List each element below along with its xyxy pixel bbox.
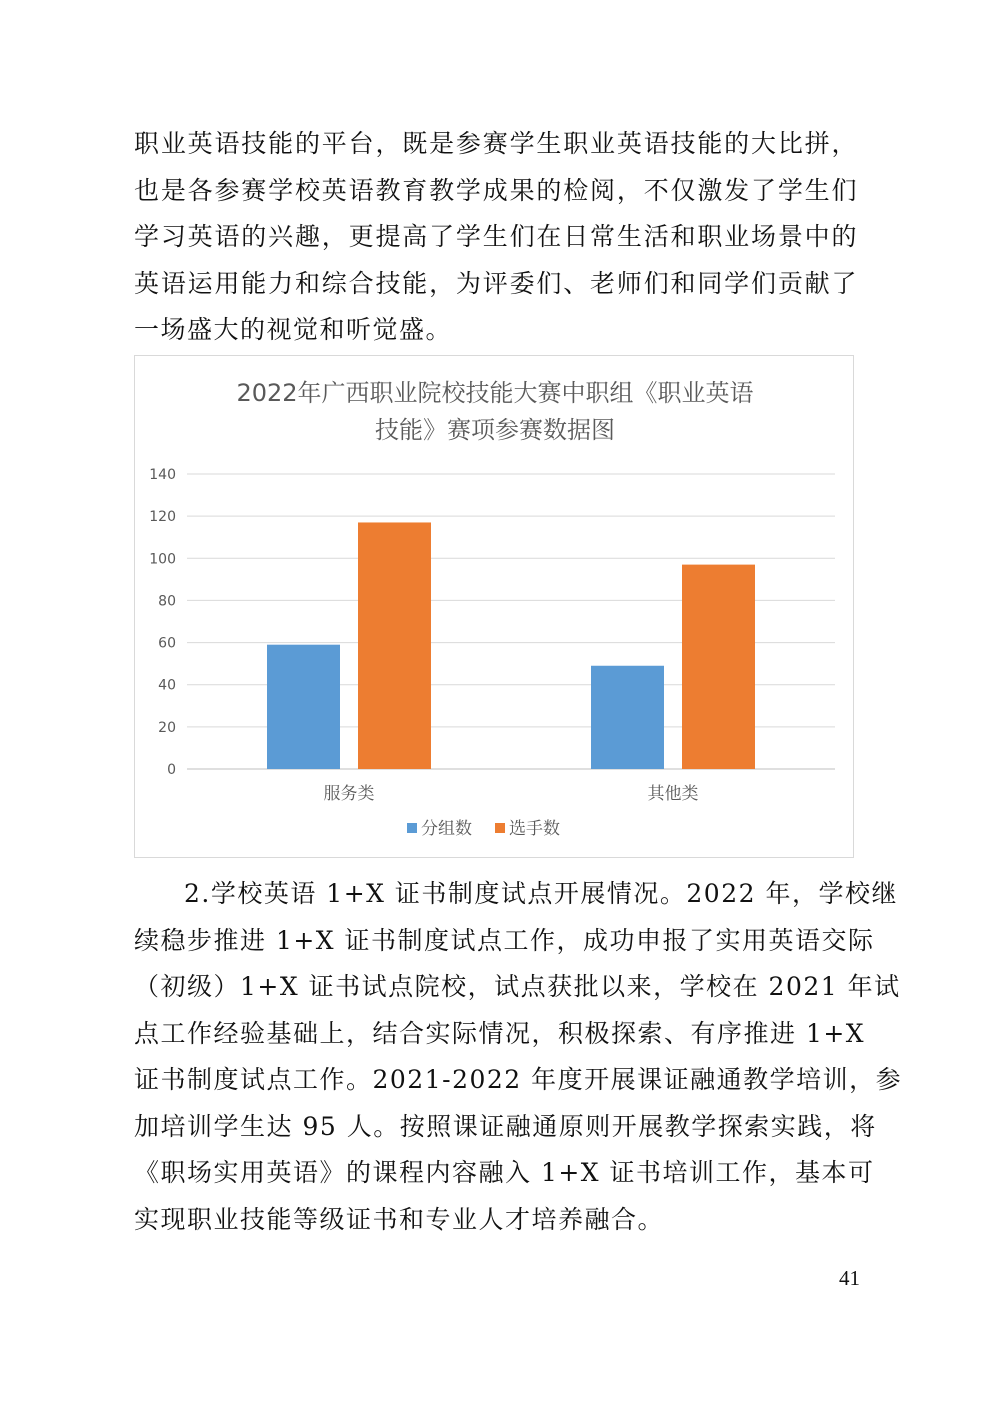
y-tick-label: 60: [158, 635, 176, 652]
legend-swatch: [495, 823, 505, 833]
paragraph-line: 续稳步推进 1+X 证书制度试点工作，成功申报了实用英语交际: [134, 925, 875, 955]
paragraph-line: 也是各参赛学校英语教育教学成果的检阅，不仅激发了学生们: [134, 175, 858, 205]
bar: [591, 666, 664, 769]
legend-label: 分组数: [421, 819, 472, 839]
y-tick-label: 80: [158, 593, 176, 610]
y-tick-label: 120: [149, 509, 176, 526]
chart-figure: [134, 355, 854, 858]
legend-swatch: [407, 823, 417, 833]
body-paragraph-2: [134, 871, 903, 1243]
paragraph-line: 英语运用能力和综合技能，为评委们、老师们和同学们贡献了: [134, 268, 858, 298]
chart-bars: [267, 522, 755, 769]
body-paragraph-1: [134, 121, 858, 354]
y-tick-label: 20: [158, 719, 176, 736]
paragraph-line: 2.学校英语 1+X 证书制度试点开展情况。2022 年，学校继: [184, 879, 898, 908]
chart-title-line-2: 技能》赛项参赛数据图: [375, 416, 615, 444]
paragraph-line: 《职场实用英语》的课程内容融入 1+X 证书培训工作，基本可: [134, 1158, 875, 1187]
x-category-label: 其他类: [647, 784, 699, 804]
bar: [358, 522, 431, 769]
y-tick-label: 40: [158, 677, 176, 694]
y-tick-label: 0: [167, 762, 176, 778]
paragraph-line: 职业英语技能的平台，既是参赛学生职业英语技能的大比拼，: [134, 129, 858, 158]
chart-title-line-1: 2022年广西职业院校技能大赛中职组《职业英语: [236, 379, 754, 407]
paragraph-line: 一场盛大的视觉和听觉盛。: [134, 315, 453, 344]
bar-chart: [135, 356, 855, 859]
bar: [682, 565, 755, 769]
legend-label: 选手数: [509, 819, 560, 839]
paragraph-line: 实现职业技能等级证书和专业人才培养融合。: [134, 1204, 665, 1234]
paragraph-line: 证书制度试点工作。2021-2022 年度开展课证融通教学培训，参: [134, 1065, 903, 1094]
chart-legend: [407, 819, 560, 839]
paragraph-line: 学习英语的兴趣，更提高了学生们在日常生活和职业场景中的: [134, 222, 858, 251]
page-number: 41: [839, 1266, 860, 1290]
y-tick-label: 100: [149, 551, 176, 568]
bar: [267, 645, 340, 769]
paragraph-line: （初级）1+X 证书试点院校，试点获批以来，学校在 2021 年试: [134, 972, 901, 1001]
y-tick-label: 140: [149, 467, 176, 483]
x-category-label: 服务类: [323, 784, 375, 804]
paragraph-line: 点工作经验基础上，结合实际情况，积极探索、有序推进 1+X: [134, 1018, 866, 1048]
paragraph-line: 加培训学生达 95 人。按照课证融通原则开展教学探索实践，将: [134, 1111, 877, 1141]
